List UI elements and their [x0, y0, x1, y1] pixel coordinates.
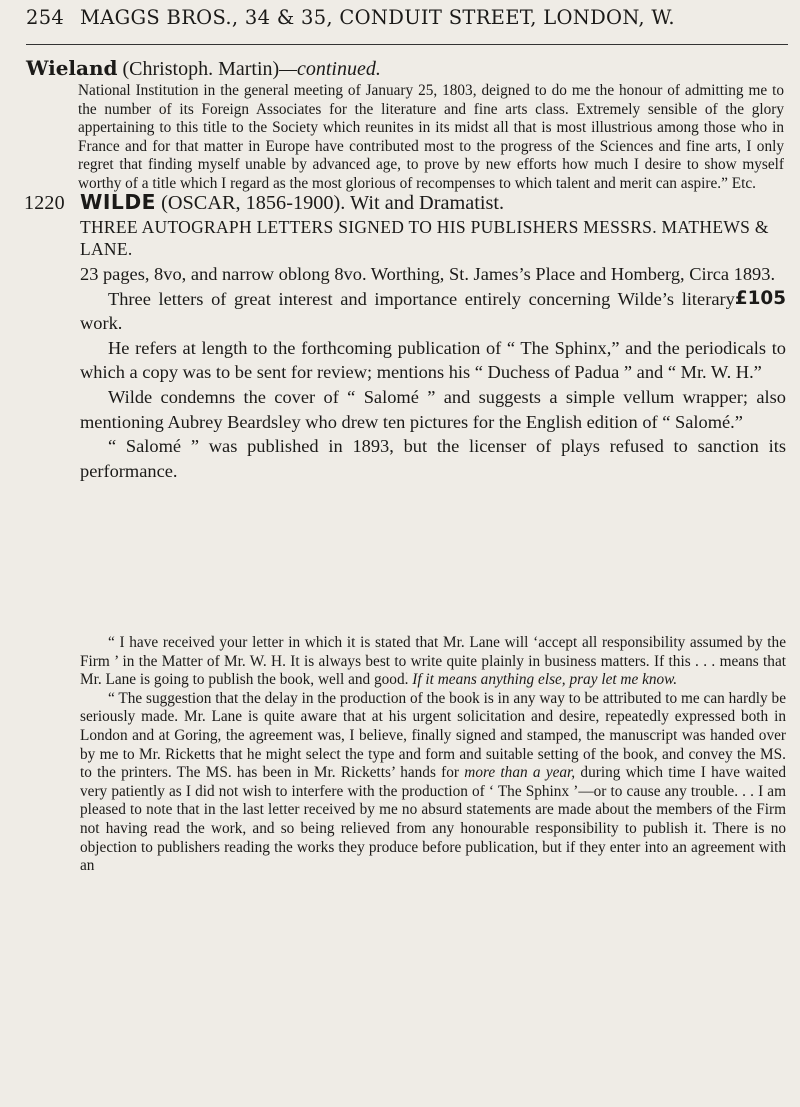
- lot-paragraph: Wilde condemns the cover of “ Salomé ” and suggests a simple vellum wrapper; also mentioning Aubrey Beardsley who drew ten pictures for the English edition of “ Salomé.”: [80, 386, 786, 432]
- lot-name-rest: (OSCAR, 1856-1900). Wit and Dramatist.: [161, 192, 505, 214]
- running-title: MAGGS BROS., 34 & 35, CONDUIT STREET, LONDON, W.: [80, 6, 675, 29]
- lot-collation: [80, 262, 786, 309]
- letter-text: “ I have received your letter in which it is stated that Mr. Lane will ‘accept all responsibility assumed by the Firm ’ in the Matter of Mr. W. H. It is always best to write quite plainly in business matters. If this . . . means that Mr. Lane is going to publish the book, well and good.: [80, 634, 786, 689]
- lot-price: £105: [734, 287, 786, 309]
- letter-paragraph: [80, 634, 786, 690]
- lot-name: WILDE: [80, 190, 157, 214]
- letter-italic: more than a year,: [464, 764, 576, 782]
- entry-name: Wieland: [26, 56, 118, 80]
- page-header: [26, 6, 786, 29]
- lot-paragraph: Three letters of great interest and importance entirely concerning Wilde’s literary work.: [80, 288, 735, 334]
- letter-text: during which time I have waited very patiently as I did not wish to interfere with the production of ‘ The Sphinx ’—or to cause any trouble. . . I am pleased to note that in the last letter received by me no absurd statements are made about the members of the Firm not having read the work, and so being relieved from any honourable responsibility to publish it. There is no objection to publishers reading the works they produce before publication, but if they enter into an agreement with an: [80, 764, 787, 875]
- continued-label: —continued.: [279, 58, 381, 80]
- page-number: 254: [26, 6, 65, 29]
- collation-text: 23 pages, 8vo, and narrow oblong 8vo. Worthing, St. James’s Place and Homberg, Circa 1893.: [80, 264, 776, 284]
- letter-italic: If it means anything else, pray let me know.: [412, 671, 678, 689]
- letter-quotation: [80, 634, 786, 876]
- lot-heading: [80, 190, 504, 215]
- header-rule: [26, 44, 788, 45]
- continued-entry-heading: [26, 56, 381, 81]
- letter-paragraph: [80, 690, 786, 876]
- lot-paragraph: He refers at length to the forthcoming publication of “ The Sphinx,” and the periodicals to which a copy was to be sent for review; mentions his “ Duchess of Padua ” and “ Mr. W. H.”: [80, 337, 786, 383]
- letter-text: “ The suggestion that the delay in the production of the book is in any way to be attributed to me can hardly be seriously made. Mr. Lane is quite aware that at his urgent solicitation and desire, repeatedly expressed both in London and at Goring, the agreement was, I believe, finally signed and stamped, the manuscript was handed over by me to Mr. Ricketts that he might select the type and form and suitable setting of the book, and convey the MS. to the printers. The MS. has been in Mr. Ricketts’ hands for: [80, 689, 786, 782]
- lot-number: 1220: [24, 192, 65, 214]
- lot-paragraph: “ Salomé ” was published in 1893, but the licenser of plays refused to sanction its performance.: [80, 436, 786, 481]
- lot-heading-caps: THREE AUTOGRAPH LETTERS SIGNED TO HIS PUBLISHERS MESSRS. MATHEWS & LANE.: [80, 217, 769, 259]
- continued-entry-text: National Institution in the general meeting of January 25, 1803, deigned to do me the honour of admitting me to the number of its Foreign Associates for the literature and fine arts class. Extremely sensible of the glory appertaining to this title to the Society which reunites in its midst all that is most illustrious among those who in France and for that matter in Europe have contributed most to the progress of the Sciences and fine arts, I only regret that finding myself unable by advanced age, to prove by new efforts how much I desire to show myself worthy of a title which I regard as the most glorious of recompenses to which talent and merit can aspire.” Etc.: [78, 82, 784, 192]
- entry-name-rest: (Christoph. Martin): [122, 58, 280, 80]
- lot-description: [80, 262, 786, 483]
